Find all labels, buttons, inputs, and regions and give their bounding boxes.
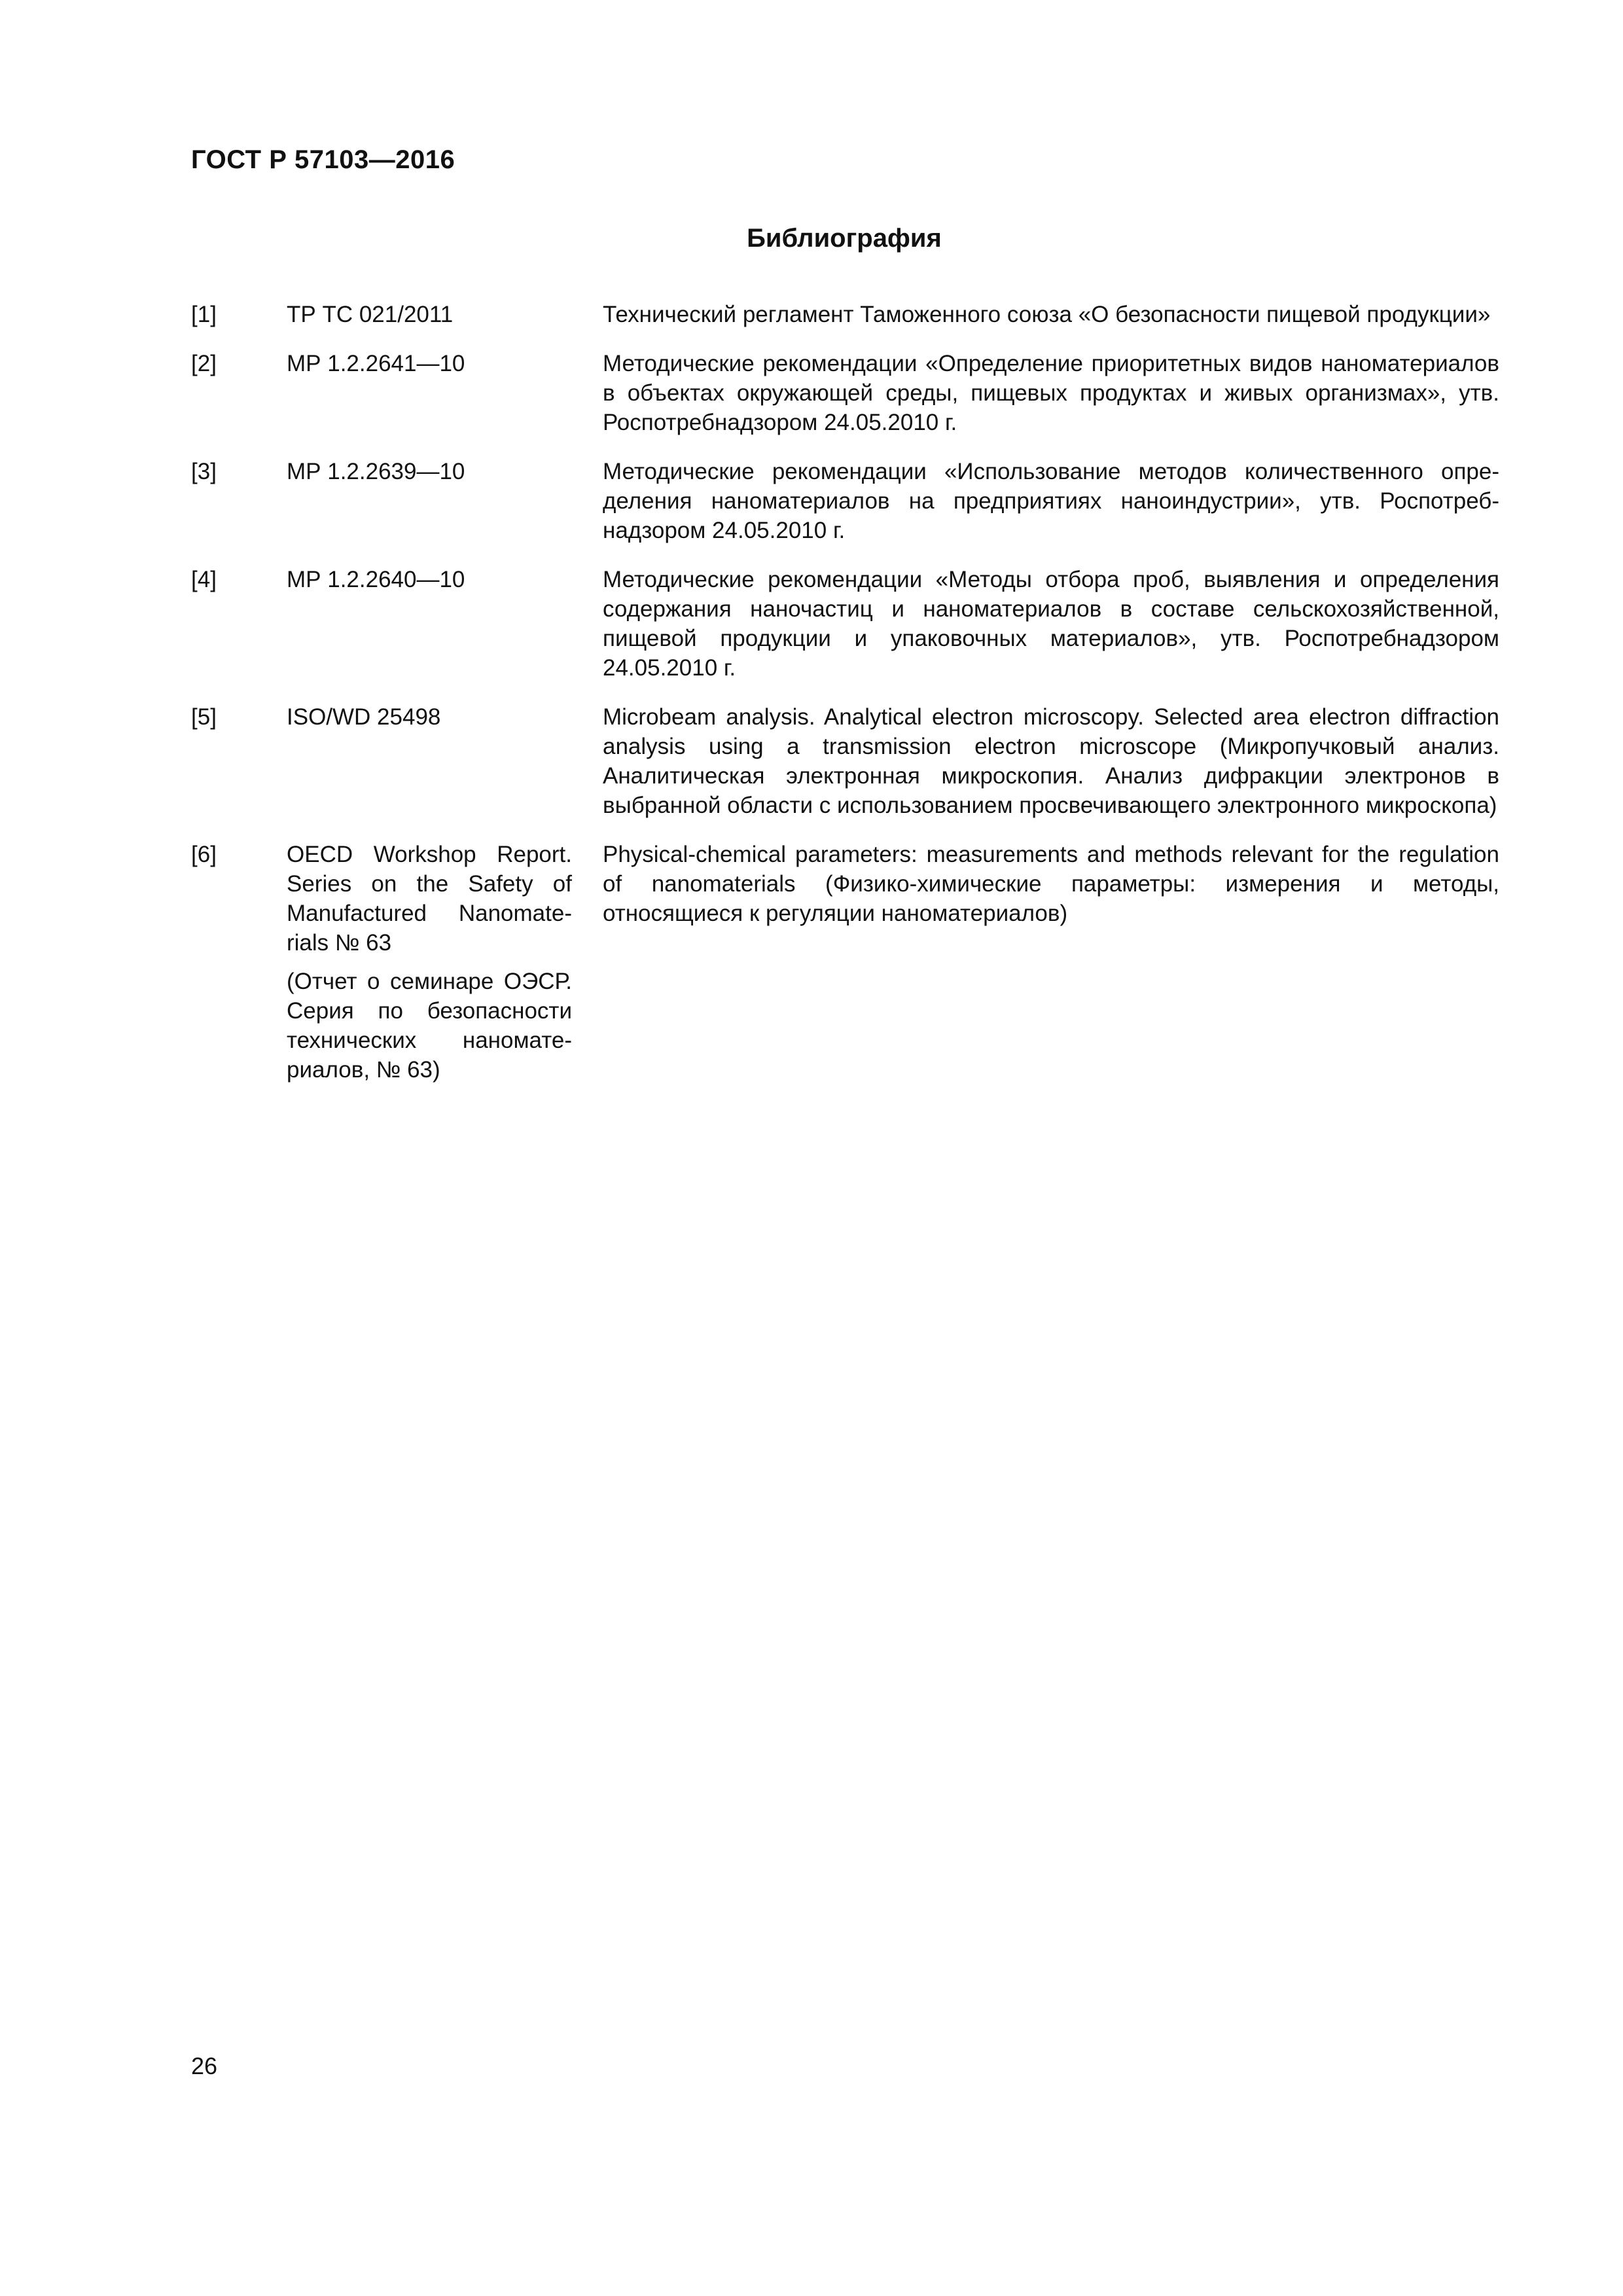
bib-entry-6	[191, 840, 1500, 1085]
bib-title: Технический регламент Таможенного союза «О безопасности пищевой продукции»	[603, 302, 1491, 327]
bibliography-list	[191, 300, 1500, 1104]
bib-code	[287, 457, 572, 486]
bib-title: Методические рекомендации «Определение приоритетных видов наноматериалов в объектах окружающей среды, пищевых продуктах и живых организмах», утв. Роспотребнадзором 24.05.2010 г.	[603, 351, 1499, 435]
bib-number: [6]	[191, 842, 217, 867]
bib-code	[287, 565, 572, 594]
bib-code-text: МР 1.2.2640—10	[287, 567, 465, 592]
bib-code-text: ТР ТС 021/2011	[287, 302, 454, 327]
bib-code-text: ISO/WD 25498	[287, 704, 441, 730]
bib-code-text: МР 1.2.2641—10	[287, 351, 465, 376]
document-header: ГОСТ Р 57103—2016	[191, 145, 455, 174]
bib-entry-3	[191, 457, 1500, 545]
bib-code	[287, 702, 572, 732]
bib-code	[287, 349, 572, 378]
bib-title: Physical-chemical parameters: measurements and methods relevant for the regulation of nanomaterials (Физико-химические параметры: измерения и методы, относящиеся к регуляции наноматериалов)	[603, 842, 1499, 926]
bib-entry-1	[191, 300, 1500, 329]
bib-title: Microbeam analysis. Analytical electron microscopy. Selected area electron diffraction analysis using a transmission electron microscope (Микропучковый анализ. Аналитическая электронная микроскопия. Анализ дифракции электронов в выбранной области с использованием просвечивающего электронного микроскопа)	[603, 704, 1499, 818]
bib-title: Методические рекомендации «Методы отбора проб, выявления и определения содержания наночастиц и наноматериалов в составе сельскохозяйственной, пищевой продукции и упаковочных материалов», утв. Роспотребнадзором 24.05.2010 г.	[603, 567, 1499, 681]
bib-number: [1]	[191, 302, 217, 327]
bib-code	[287, 840, 572, 1085]
section-title: Библиография	[747, 224, 942, 253]
bib-code	[287, 300, 572, 329]
bib-code-text: МР 1.2.2639—10	[287, 459, 465, 484]
bib-title: Методические рекомендации «Использование методов количественного определения наноматериалов на предприятиях наноиндустрии», утв. Роспотребнадзором 24.05.2010 г.	[603, 459, 1499, 543]
bib-code-translation: (Отчет о семинаре ОЭСР. Серия по безопасности технических наноматериалов, № 63)	[287, 969, 572, 1083]
bib-code-text: OECD Workshop Report. Series on the Safety of Manufactured Nanomaterials № 63	[287, 842, 572, 956]
bib-entry-2	[191, 349, 1500, 437]
bib-number: [4]	[191, 567, 217, 592]
page-number: 26	[191, 2053, 218, 2079]
bib-number: [2]	[191, 351, 217, 376]
bib-number: [5]	[191, 704, 217, 730]
bib-entry-5	[191, 702, 1500, 820]
bib-number: [3]	[191, 459, 217, 484]
bib-entry-4	[191, 565, 1500, 683]
